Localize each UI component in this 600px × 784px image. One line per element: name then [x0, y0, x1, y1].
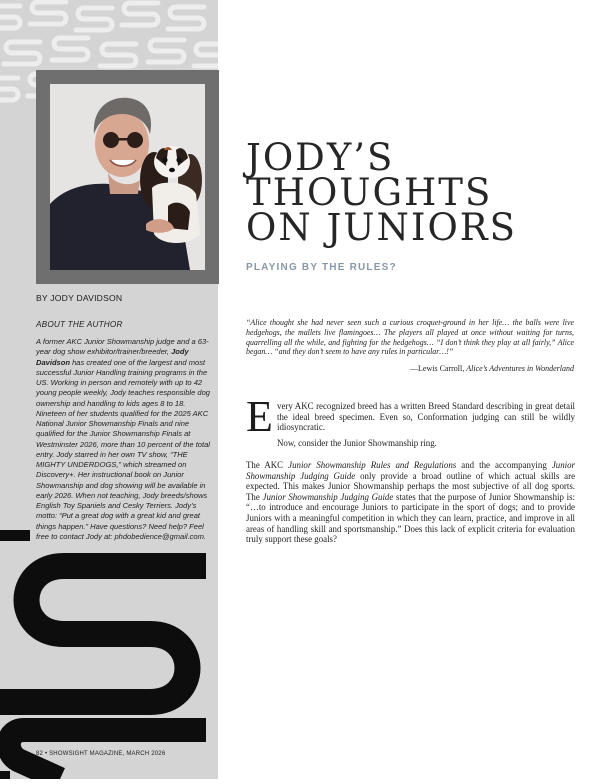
- body-paragraph-1: very AKC recognized breed has a written Breed Standard describing in great detail the ideal breed specimen. Even so, Conformation judging can still be wildly idiosyncratic.: [277, 401, 575, 433]
- p3-rules-title: Junior Showmanship Rules and Regulations: [288, 460, 457, 470]
- byline: BY JODY DAVIDSON: [36, 293, 123, 303]
- attribution-source: Alice’s Adventures in Wonderland: [466, 364, 574, 373]
- body-paragraph-3: [246, 460, 575, 545]
- p3-guide-title: Junior Showmanship Judging Guide: [246, 460, 575, 481]
- bio-author-name: Jody Davidson: [36, 347, 189, 367]
- body-paragraph-2: Now, consider the Junior Showmanship ring.: [277, 438, 437, 448]
- epigraph-quote: “Alice thought she had never seen such a curious croquet-ground in her life… the balls were live hedgehogs, the mallets live flamingoes… The players all played at once without waiting for turns, quarrelling all the while, and fighting for the hedgehogs… “I don’t think they play at all fairly,” Alice began… “and they don’t seem to have any rules in particular…!”: [246, 318, 574, 357]
- p3-part-g: states that the purpose of Junior Showmanship is: “…to introduce and encourage Juniors to participate in the sport of dogs; and to provide Juniors with a meaningful competition in which they can learn, practice, and improve in all areas of handling skill and sportsmanship.” Does this lack of explicit criteria for evaluation truly support these goals?: [246, 491, 576, 545]
- p3-part-e: only provide a broad outline of which actual skills are expected. This makes Junior Showmanship perhaps the most subjective of all dog sports. The: [246, 470, 576, 502]
- author-bio: [36, 337, 217, 542]
- article-subtitle: PLAYING BY THE RULES?: [246, 262, 397, 273]
- decorative-logo-mark: [0, 530, 220, 784]
- p3-part-c: and the accompanying: [461, 460, 547, 470]
- p3-part-a: The AKC: [246, 460, 284, 470]
- about-author-heading: ABOUT THE AUTHOR: [36, 320, 123, 329]
- attribution-author: —Lewis Carroll,: [410, 364, 465, 373]
- page-footer: 82 • SHOWSIGHT MAGAZINE, MARCH 2026: [36, 751, 166, 757]
- title-line-1: JODY’S: [246, 136, 395, 179]
- bio-rest: has created one of the largest and most successful Junior Handling training programs in the US. Working in person and remotely with up to 42 young people weekly, Jody teaches responsible dog ownership and handling to kids ages 8 to 18. Nineteen of her students qualified for the 2025 AKC National Junior Showmanship Finals and nine qualified for the Junior Showmanship Finals at Westminster 2026, more than 10 percent of the total entry. Jody starred in her own TV show, “THE MIGHTY UNDERDOGS,” which streamed on Discovery+. Her instructional book on Junior Showmanship and dog showing will be available in early 2026. When not teaching, Jody breeds/shows English Toy Spaniels and Cesky Terriers. Jody’s motto: “Put a great dog with a great kid and great things happen.” Have questions? Need help? Feel free to contact Jody at: phdobedience@gmail.com.: [36, 357, 210, 541]
- article-title: [246, 136, 576, 249]
- p3-guide-title-2: Junior Showmanship Judging Guide: [262, 491, 394, 502]
- author-photo-frame: [36, 70, 219, 284]
- title-line-2: THOUGHTS: [246, 171, 493, 214]
- epigraph-attribution: [246, 364, 574, 373]
- drop-cap: E: [246, 392, 273, 441]
- title-line-3: ON JUNIORS: [246, 206, 518, 249]
- bio-intro: A former AKC Junior Showmanship judge and a 63-year dog show exhibitor/trainer/breeder,: [36, 337, 209, 357]
- author-photo: [50, 84, 205, 270]
